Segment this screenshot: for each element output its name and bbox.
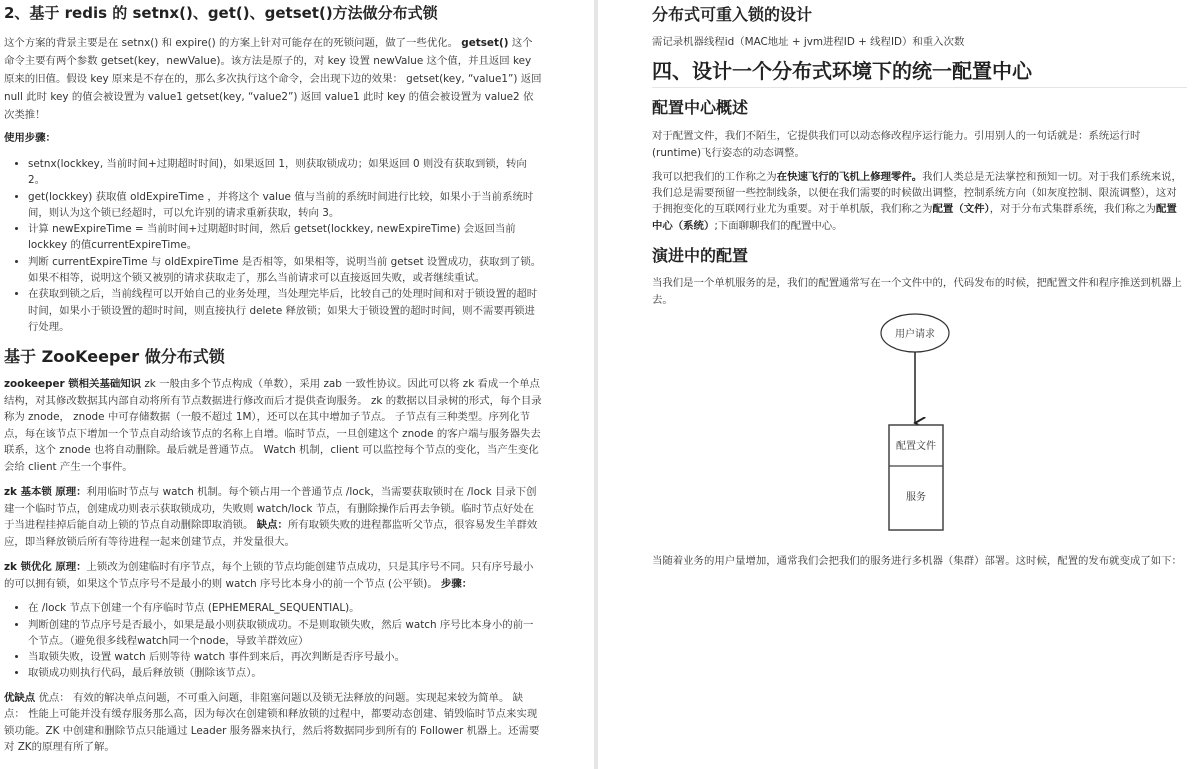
left-page <box>4 0 542 756</box>
list-item: • get(lockkey) 获取值 oldExpireTime ，并将这个 value 值与当前的系统时间进行比较，如果小于当前系统时间，则认为这个锁已经超时，可以允许别的请求重新获取，转向 3。 <box>28 189 542 222</box>
bold-text: zk 锁优化 原理： <box>4 561 87 574</box>
list-item: • 取锁成功则执行代码，最后释放锁（删除该节点）。 <box>28 665 542 681</box>
paragraph-zk-basic-lock <box>4 484 542 550</box>
heading-redis-lock: 2、基于 redis 的 setnx()、get()、getset()方法做分布式锁 <box>4 4 438 22</box>
heading-config-evolution: 演进中的配置 <box>652 245 749 265</box>
paragraph-overview-2 <box>652 169 1187 234</box>
zk-steps-list <box>4 600 542 681</box>
bold-text: zookeeper 锁相关基础知识 <box>4 378 142 391</box>
heading-config-overview: 配置中心概述 <box>652 98 749 117</box>
user-request-label: 用户请求 <box>895 329 935 340</box>
heading-zookeeper-lock: 基于 ZooKeeper 做分布式锁 <box>4 347 225 367</box>
text: 优点： 有效的解决单点问题，不可重入问题，非阻塞问题以及锁无法释放的问题。实现起来较为简单。 缺点： 性能上可能并没有缓存服务那么高，因为每次在创建锁和释放锁的过程中，都要动态创建、销毁临时节点来实现锁功能。ZK 中创建和删除节点只能通过 Leader 服务器来执行，然后将数据同步到所有的 Follower 机器上。还需要对 ZK的原理有所了解。 <box>4 691 540 754</box>
heading-reentrant-lock: 分布式可重入锁的设计 <box>652 5 813 24</box>
paragraph-zk-optimized-lock <box>4 559 542 592</box>
bold-text: 配置中心（系统） <box>652 203 1177 232</box>
list-item: • 判断创建的节点序号是否最小，如果是最小则获取锁成功。不是则取锁失败，然后 watch 序号比本身小的前一个节点。（避免很多线程watch同一个node，导致羊群效应） <box>28 617 542 650</box>
paragraph-zk-basics <box>4 376 542 475</box>
config-diagram <box>870 310 970 540</box>
service-label: 服务 <box>906 492 926 503</box>
text: 我们人类总是无法掌控和预知一切。对于我们系统来说，我们总是需要预留一些控制线条，以便在我们需要的时候做出调整，控制系统方向（如灰度控制、限流调整），这对于拥抱变化的互联网行业尤为重要。对于单机版，我们称之为 <box>652 171 1182 216</box>
text: 这个方案的背景主要是在 setnx() 和 expire() 的方案上针对可能存在的死锁问题，做了一些优化。 <box>4 37 462 49</box>
text: zk 一般由多个节点构成（单数），采用 zab 一致性协议。因此可以将 zk 看成一个单点结构，对其修改数据其内部自动将所有节点数据进行修改而后才提供查询服务。 zk 的数据以目录树的形式，每个目录称为 znode， znode 中可存储数据（一般不超过 1M），还可以在其中增加子节点。 子节点有三种类型。序列化节点，每在该节点下增加一个节点自动给该节点的名称上自增。临时节点，一旦创建这个 znode 的客户端与服务器失去联系，这个 znode 也将自动删除。最后就是普通节点。 Watch 机制，client 可以监控每个节点的变化，当产生变化会给 client 产生一个事件。 <box>4 378 542 473</box>
list-item: • 判断 currentExpireTime 与 oldExpireTime 是否相等，如果相等，说明当前 getset 设置成功，获取到了锁。如果不相等，说明这个锁又被别的请求获取走了，那么当前请求可以直接返回失败，或者继续重试。 <box>28 254 542 287</box>
bold-text: zk 基本锁 原理： <box>4 486 87 499</box>
paragraph-getset <box>4 34 542 124</box>
paragraph-reentrant: 需记录机器线程id（MAC地址 + jvm进程ID + 线程ID）和重入次数 <box>652 36 965 48</box>
list-item: • 在 /lock 节点下创建一个有序临时节点 (EPHEMERAL_SEQUENTIAL)。 <box>28 600 542 616</box>
config-file-label: 配置文件 <box>896 441 936 452</box>
steps-label: 使用步骤： <box>4 132 56 144</box>
steps-list <box>4 156 542 335</box>
bold-text: 缺点： <box>256 519 288 532</box>
list-item: • 当取锁失败，设置 watch 后则等待 watch 事件到来后，再次判断是否序号最小。 <box>28 649 542 665</box>
list-item: • 计算 newExpireTime = 当前时间+过期超时时间，然后 getset(lockkey, newExpireTime) 会返回当前 lockkey 的值currentExpireTime。 <box>28 221 542 254</box>
right-page <box>652 0 1187 309</box>
text: 所有取锁失败的进程都监听父节点，很容易发生羊群效应，即当释放锁后所有等待进程一起来创建节点，并发量很大。 <box>4 519 538 548</box>
page-gutter <box>594 0 598 769</box>
list-item: • setnx(lockkey, 当前时间+过期超时时间)，如果返回 1，则获取锁成功；如果返回 0 则没有获取到锁，转向 2。 <box>28 156 542 189</box>
text: 我可以把我们的工作称之为 <box>652 171 777 183</box>
paragraph-evolution: 当我们是一个单机服务的是，我们的配置通常写在一个文件中的，代码发布的时候，把配置文件和程序推送到机器上去。 <box>652 276 1182 306</box>
bold-text: 配置（文件） <box>932 203 990 216</box>
paragraph-pros-cons <box>4 690 542 756</box>
bold-text: 在快速飞行的飞机上修理零件。 <box>776 171 923 183</box>
list-item: • 在获取到锁之后，当前线程可以开始自己的业务处理，当处理完毕后，比较自己的处理时间和对于锁设置的超时时间，如果小于锁设置的超时时间，则直接执行 delete 释放锁；如果大于锁设置的超时时间，则不需要再锁进行处理。 <box>28 286 542 335</box>
bold-text: getset() <box>461 37 509 49</box>
text: ，对于分布式集群系统，我们称之为 <box>989 203 1156 216</box>
paragraph-cluster: 当随着业务的用户量增加，通常我们会把我们的服务进行多机器（集群）部署。这时候，配置的发布就变成了如下： <box>652 555 1182 567</box>
text: 上锁改为创建临时有序节点，每个上锁的节点均能创建节点成功，只是其序号不同。只有序号最小的可以拥有锁，如果这个节点序号不是最小的则 watch 序号比本身小的前一个节点 (公平锁)。 <box>4 561 534 590</box>
text: ;下面聊聊我们的配置中心。 <box>714 219 843 232</box>
paragraph-overview-1: 对于配置文件，我们不陌生，它提供我们可以动态修改程序运行能力。引用别人的一句话就是：系统运行时(runtime)飞行姿态的动态调整。 <box>652 130 1141 159</box>
text: 这个命令主要有两个参数 getset(key，newValue)。该方法是原子的，对 key 设置 newValue 这个值，并且返回 key 原来的旧值。假设 key 原来是不存在的，那么多次执行这个命令，会出现下边的效果： getset(key, “value1”) 返回 null 此时 key 的值会被设置为 value1 getset(key, “value2”) 返回 value1 此时 key 的值会被设置为 value2 依次类推！ <box>4 37 542 121</box>
text: 利用临时节点与 watch 机制。每个锁占用一个普通节点 /lock，当需要获取锁时在 /lock 目录下创建一个临时节点，创建成功则表示获取锁成功，失败则 watch/lock 节点，有删除操作后再去争锁。临时节点好处在于当进程挂掉后能自动上锁的节点自动删除即取消锁。 <box>4 486 537 532</box>
heading-config-center: 四、设计一个分布式环境下的统一配置中心 <box>652 57 1187 88</box>
bold-text: 步骤： <box>441 577 473 590</box>
bold-text: 优缺点 <box>4 691 36 704</box>
